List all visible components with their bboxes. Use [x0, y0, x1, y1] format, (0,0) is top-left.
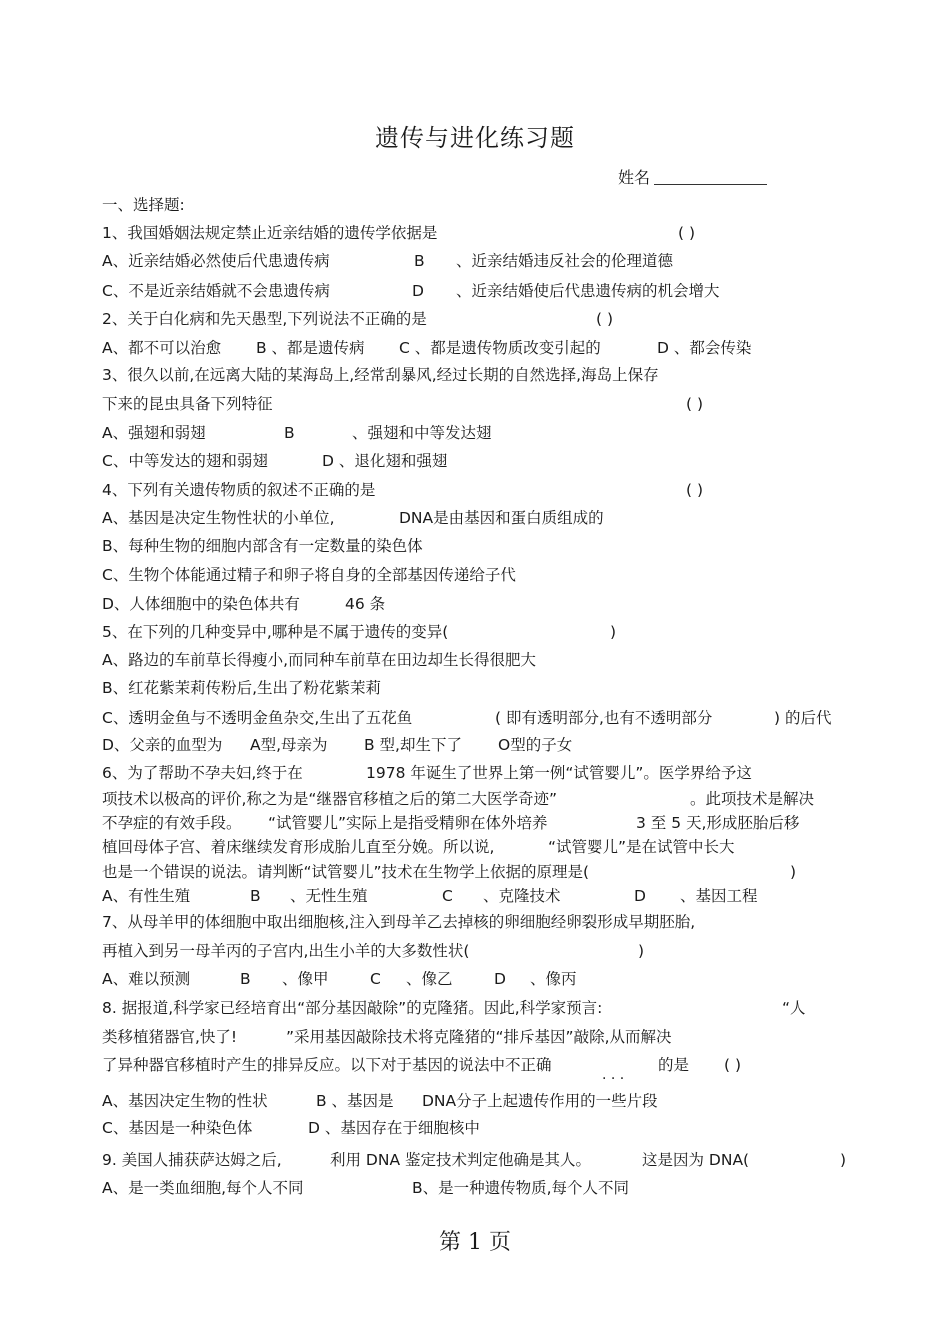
q6-option-d: 、基因工程 [680, 887, 758, 905]
q1-option-c: C、不是近亲结婚就不会患遗传病 [102, 282, 330, 300]
q1-option-b: 、近亲结婚违反社会的伦理道德 [456, 252, 674, 270]
q2-option-d: D 、都会传染 [657, 339, 752, 357]
q6-answer-paren: ) [790, 863, 797, 881]
q8-emphasis-dots: . . . [602, 1067, 625, 1083]
q2-answer-paren: ( ) [596, 310, 614, 328]
name-blank [654, 169, 767, 185]
q3-option-c: C、中等发达的翅和弱翅 [102, 452, 268, 470]
q8-option-b: B 、基因是 [316, 1092, 394, 1110]
q5-option-a: A、路边的车前草长得瘦小,而同种车前草在田边却生长得很肥大 [102, 651, 537, 669]
q6-option-c-letter: C [442, 887, 453, 905]
q3-option-b: 、强翅和中等发达翅 [352, 424, 492, 442]
q8-option-c: C、基因是一种染色体 [102, 1119, 253, 1137]
q6-option-b-letter: B [250, 887, 261, 905]
section-heading: 一、选择题: [102, 196, 185, 214]
q1-option-d: 、近亲结婚使后代患遗传病的机会增大 [456, 282, 720, 300]
q3-stem-line1: 3、很久以前,在远离大陆的某海岛上,经常刮暴风,经过长期的自然选择,海岛上保存 [102, 366, 659, 384]
q7-option-d-letter: D [494, 970, 506, 988]
q6-option-a: A、有性生殖 [102, 887, 191, 905]
q4-option-b: B、每种生物的细胞内部含有一定数量的染色体 [102, 537, 423, 555]
q6-option-b: 、无性生殖 [290, 887, 368, 905]
q6-option-c: 、克隆技术 [483, 887, 561, 905]
q3-answer-paren: ( ) [686, 395, 704, 413]
q9-option-a: A、是一类血细胞,每个人不同 [102, 1179, 304, 1197]
name-label: 姓名 [618, 168, 651, 187]
q7-line1: 7、从母羊甲的体细胞中取出细胞核,注入到母羊乙去掉核的卵细胞经卵裂形成早期胚胎, [102, 913, 696, 931]
q9-option-b: B、是一种遗传物质,每个人不同 [412, 1179, 630, 1197]
q2-option-c: C 、都是遗传物质改变引起的 [399, 339, 601, 357]
q1-option-a: A、近亲结婚必然使后代患遗传病 [102, 252, 330, 270]
q3-option-b-letter: B [284, 424, 295, 442]
q5-option-b: B、红花紫茉莉传粉后,生出了粉花紫茉莉 [102, 679, 382, 697]
q8-option-a: A、基因决定生物的性状 [102, 1092, 268, 1110]
q9-answer-paren: ) [840, 1151, 847, 1169]
q1-answer-paren: ( ) [678, 224, 696, 242]
q7-option-c-letter: C [370, 970, 381, 988]
page-number: 第 1 页 [439, 1230, 511, 1255]
q6-option-d-letter: D [634, 887, 646, 905]
q3-option-d: D 、退化翅和强翅 [322, 452, 448, 470]
q7-option-c: 、像乙 [406, 970, 453, 988]
q5-answer-paren: ) [610, 623, 617, 641]
page-title: 遗传与进化练习题 [375, 124, 575, 152]
q8-answer-paren: ( ) [724, 1056, 742, 1074]
q2-option-a: A、都不可以治愈 [102, 339, 222, 357]
q4-option-c: C、生物个体能通过精子和卵子将自身的全部基因传递给子代 [102, 566, 516, 584]
q1-option-d-letter: D [412, 282, 424, 300]
q7-option-b-letter: B [240, 970, 251, 988]
q7-answer-paren: ) [638, 942, 645, 960]
q7-option-d: 、像丙 [530, 970, 577, 988]
q7-option-a: A、难以预测 [102, 970, 191, 988]
name-field [618, 165, 767, 188]
q3-option-a: A、强翅和弱翅 [102, 424, 206, 442]
q7-option-b: 、像甲 [282, 970, 329, 988]
q2-option-b: B 、都是遗传病 [256, 339, 365, 357]
q1-option-b-letter: B [414, 252, 425, 270]
q8-option-d: D 、基因存在于细胞核中 [308, 1119, 480, 1137]
q4-answer-paren: ( ) [686, 481, 704, 499]
